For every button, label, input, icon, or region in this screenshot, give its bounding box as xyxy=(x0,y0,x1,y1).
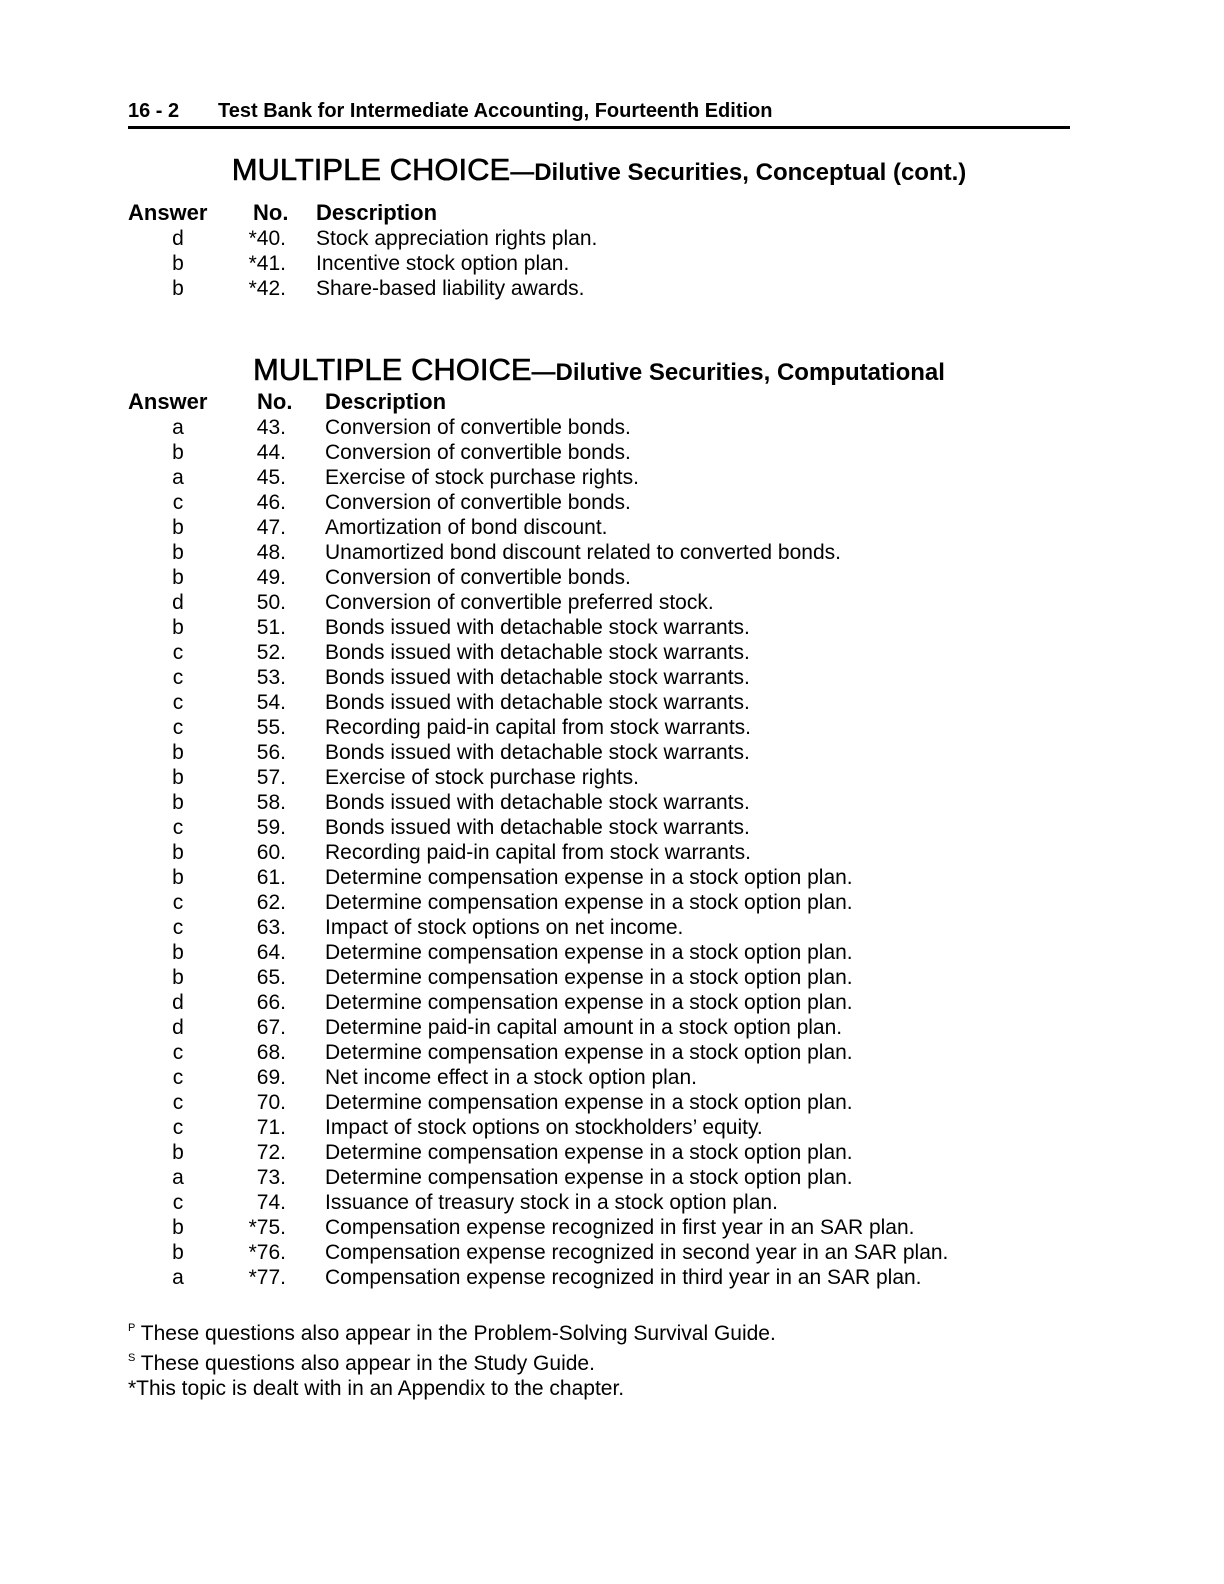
table-row xyxy=(128,1215,1070,1240)
number-cell: 70. xyxy=(256,1091,286,1114)
table-row xyxy=(128,865,1070,890)
description-cell: Bonds issued with detachable stock warrants. xyxy=(325,816,750,839)
table-row xyxy=(128,840,1070,865)
description-cell: Recording paid-in capital from stock warrants. xyxy=(325,716,752,739)
table-row xyxy=(128,590,1070,615)
answer-cell: a xyxy=(172,1266,184,1289)
section-title-sub: —Dilutive Securities, Computational xyxy=(531,359,945,386)
description-cell: Impact of stock options on net income. xyxy=(325,916,684,939)
table-row xyxy=(128,690,1070,715)
table-row xyxy=(128,465,1070,490)
answer-cell: b xyxy=(172,616,184,639)
footnote-appendix: *This topic is dealt with in an Appendix to the chapter. xyxy=(128,1377,625,1400)
table-row xyxy=(128,1015,1070,1040)
footnotes xyxy=(128,1316,776,1401)
answer-cell: b xyxy=(172,866,184,889)
answer-cell: b xyxy=(172,516,184,539)
table-row xyxy=(128,765,1070,790)
answer-cell: d xyxy=(172,991,184,1014)
description-cell: Determine compensation expense in a stock option plan. xyxy=(325,891,853,914)
table-row xyxy=(128,440,1070,465)
answer-cell: b xyxy=(172,1241,184,1264)
description-cell: Determine paid-in capital amount in a stock option plan. xyxy=(325,1016,843,1039)
section-title-computational xyxy=(128,352,1070,388)
footnote-p xyxy=(128,1316,776,1346)
number-cell: 52. xyxy=(256,641,286,664)
table-row xyxy=(128,1240,1070,1265)
description-cell: Compensation expense recognized in third year in an SAR plan. xyxy=(325,1266,922,1289)
answer-cell: d xyxy=(172,591,184,614)
page-number: 16 - 2 xyxy=(128,100,180,122)
number-cell: 71. xyxy=(256,1116,286,1139)
table-row xyxy=(128,1265,1070,1290)
answer-cell: c xyxy=(172,641,184,664)
description-cell: Net income effect in a stock option plan. xyxy=(325,1066,697,1089)
number-cell: 54. xyxy=(256,691,286,714)
col-description-header: Description xyxy=(316,200,438,225)
number-cell: 68. xyxy=(256,1041,286,1064)
table-row xyxy=(128,640,1070,665)
number-cell: 51. xyxy=(256,616,286,639)
answer-cell: b xyxy=(172,277,184,300)
answer-cell: b xyxy=(172,1141,184,1164)
number-cell: 63. xyxy=(256,916,286,939)
number-cell: 43. xyxy=(256,416,286,439)
answer-cell: b xyxy=(172,966,184,989)
table-row xyxy=(128,990,1070,1015)
number-cell: 56. xyxy=(256,741,286,764)
description-cell: Bonds issued with detachable stock warrants. xyxy=(325,616,750,639)
number-cell: 55. xyxy=(256,716,286,739)
answer-cell: c xyxy=(172,691,184,714)
page-header xyxy=(128,98,1070,129)
number-cell: 46. xyxy=(256,491,286,514)
footnote-p-text: These questions also appear in the Problem-Solving Survival Guide. xyxy=(135,1322,776,1345)
col-answer-header: Answer xyxy=(128,200,208,225)
answer-cell: a xyxy=(172,1166,184,1189)
computational-table xyxy=(128,389,1070,1290)
description-cell: Bonds issued with detachable stock warrants. xyxy=(325,691,750,714)
description-cell: Unamortized bond discount related to converted bonds. xyxy=(325,541,841,564)
number-cell: *40. xyxy=(248,227,286,250)
description-cell: Determine compensation expense in a stock option plan. xyxy=(325,1141,853,1164)
table-row xyxy=(128,1065,1070,1090)
answer-cell: c xyxy=(172,1041,184,1064)
answer-cell: c xyxy=(172,666,184,689)
answer-cell: b xyxy=(172,252,184,275)
table-row xyxy=(128,815,1070,840)
description-cell: Bonds issued with detachable stock warrants. xyxy=(325,666,750,689)
table-row xyxy=(128,1190,1070,1215)
number-cell: 72. xyxy=(256,1141,286,1164)
answer-cell: c xyxy=(172,1091,184,1114)
number-cell: *76. xyxy=(248,1241,286,1264)
number-cell: *42. xyxy=(248,277,286,300)
number-cell: 74. xyxy=(256,1191,286,1214)
footnote-s-text: These questions also appear in the Study Guide. xyxy=(135,1352,595,1375)
table-row xyxy=(128,1115,1070,1140)
description-cell: Bonds issued with detachable stock warrants. xyxy=(325,791,750,814)
table-header xyxy=(128,389,1070,415)
answer-cell: b xyxy=(172,766,184,789)
description-cell: Determine compensation expense in a stock option plan. xyxy=(325,866,853,889)
answer-cell: b xyxy=(172,1216,184,1239)
number-cell: 73. xyxy=(256,1166,286,1189)
number-cell: 45. xyxy=(256,466,286,489)
table-row xyxy=(128,490,1070,515)
table-row xyxy=(128,1140,1070,1165)
number-cell: 47. xyxy=(256,516,286,539)
conceptual-table xyxy=(128,200,1070,301)
description-cell: Stock appreciation rights plan. xyxy=(316,227,598,250)
answer-cell: c xyxy=(172,1191,184,1214)
number-cell: 59. xyxy=(256,816,286,839)
number-cell: 57. xyxy=(256,766,286,789)
table-row xyxy=(128,415,1070,440)
table-body xyxy=(128,415,1070,1290)
number-cell: 49. xyxy=(256,566,286,589)
col-answer-header: Answer xyxy=(128,389,208,414)
answer-cell: c xyxy=(172,891,184,914)
description-cell: Recording paid-in capital from stock warrants. xyxy=(325,841,752,864)
description-cell: Conversion of convertible bonds. xyxy=(325,491,631,514)
description-cell: Bonds issued with detachable stock warrants. xyxy=(325,741,750,764)
table-row xyxy=(128,915,1070,940)
number-cell: 67. xyxy=(256,1016,286,1039)
description-cell: Conversion of convertible bonds. xyxy=(325,416,631,439)
answer-cell: b xyxy=(172,566,184,589)
section-title-main: MULTIPLE CHOICE xyxy=(231,152,511,187)
description-cell: Determine compensation expense in a stock option plan. xyxy=(325,941,853,964)
footnote-s-mark: S xyxy=(128,1352,136,1364)
description-cell: Determine compensation expense in a stock option plan. xyxy=(325,1166,853,1189)
table-row xyxy=(128,965,1070,990)
col-description-header: Description xyxy=(325,389,447,414)
table-row xyxy=(128,276,1070,301)
answer-cell: c xyxy=(172,716,184,739)
number-cell: 48. xyxy=(256,541,286,564)
table-row xyxy=(128,790,1070,815)
table-row xyxy=(128,665,1070,690)
description-cell: Compensation expense recognized in second year in an SAR plan. xyxy=(325,1241,949,1264)
table-row xyxy=(128,540,1070,565)
answer-cell: b xyxy=(172,791,184,814)
table-row xyxy=(128,1165,1070,1190)
answer-cell: d xyxy=(172,1016,184,1039)
number-cell: 50. xyxy=(256,591,286,614)
answer-cell: a xyxy=(172,466,184,489)
number-cell: *41. xyxy=(248,252,286,275)
table-row xyxy=(128,251,1070,276)
table-row xyxy=(128,565,1070,590)
description-cell: Amortization of bond discount. xyxy=(325,516,608,539)
description-cell: Exercise of stock purchase rights. xyxy=(325,466,639,489)
table-header xyxy=(128,200,1070,226)
number-cell: 64. xyxy=(256,941,286,964)
col-no-header: No. xyxy=(257,389,293,414)
table-row xyxy=(128,1040,1070,1065)
table-row xyxy=(128,890,1070,915)
number-cell: 65. xyxy=(256,966,286,989)
footnote-s xyxy=(128,1346,776,1376)
number-cell: 69. xyxy=(256,1066,286,1089)
description-cell: Conversion of convertible bonds. xyxy=(325,441,631,464)
answer-cell: b xyxy=(172,541,184,564)
table-row xyxy=(128,715,1070,740)
answer-cell: c xyxy=(172,816,184,839)
answer-cell: b xyxy=(172,741,184,764)
answer-cell: a xyxy=(172,416,184,439)
answer-cell: b xyxy=(172,941,184,964)
description-cell: Compensation expense recognized in first year in an SAR plan. xyxy=(325,1216,915,1239)
description-cell: Conversion of convertible preferred stock. xyxy=(325,591,714,614)
section-title-conceptual xyxy=(128,152,1070,188)
description-cell: Issuance of treasury stock in a stock option plan. xyxy=(325,1191,778,1214)
table-row xyxy=(128,740,1070,765)
number-cell: 44. xyxy=(256,441,286,464)
answer-cell: c xyxy=(172,1116,184,1139)
number-cell: *77. xyxy=(248,1266,286,1289)
table-row xyxy=(128,226,1070,251)
number-cell: 62. xyxy=(256,891,286,914)
description-cell: Share-based liability awards. xyxy=(316,277,585,300)
description-cell: Determine compensation expense in a stock option plan. xyxy=(325,991,853,1014)
description-cell: Conversion of convertible bonds. xyxy=(325,566,631,589)
answer-cell: c xyxy=(172,1066,184,1089)
table-body xyxy=(128,226,1070,301)
description-cell: Determine compensation expense in a stock option plan. xyxy=(325,966,853,989)
number-cell: *75. xyxy=(248,1216,286,1239)
number-cell: 66. xyxy=(256,991,286,1014)
description-cell: Exercise of stock purchase rights. xyxy=(325,766,639,789)
answer-cell: d xyxy=(172,227,184,250)
section-title-sub: —Dilutive Securities, Conceptual (cont.) xyxy=(510,159,967,186)
col-no-header: No. xyxy=(253,200,289,225)
answer-cell: b xyxy=(172,441,184,464)
description-cell: Determine compensation expense in a stock option plan. xyxy=(325,1091,853,1114)
number-cell: 58. xyxy=(256,791,286,814)
table-row xyxy=(128,615,1070,640)
answer-cell: b xyxy=(172,841,184,864)
number-cell: 61. xyxy=(256,866,286,889)
description-cell: Determine compensation expense in a stock option plan. xyxy=(325,1041,853,1064)
number-cell: 60. xyxy=(256,841,286,864)
table-row xyxy=(128,1090,1070,1115)
description-cell: Incentive stock option plan. xyxy=(316,252,570,275)
answer-cell: c xyxy=(172,491,184,514)
book-title: Test Bank for Intermediate Accounting, Fourteenth Edition xyxy=(218,100,773,122)
number-cell: 53. xyxy=(256,666,286,689)
description-cell: Bonds issued with detachable stock warrants. xyxy=(325,641,750,664)
table-row xyxy=(128,940,1070,965)
table-row xyxy=(128,515,1070,540)
section-title-main: MULTIPLE CHOICE xyxy=(253,352,532,387)
footnote-p-mark: P xyxy=(128,1322,136,1334)
description-cell: Impact of stock options on stockholders’ equity. xyxy=(325,1116,763,1139)
answer-cell: c xyxy=(172,916,184,939)
